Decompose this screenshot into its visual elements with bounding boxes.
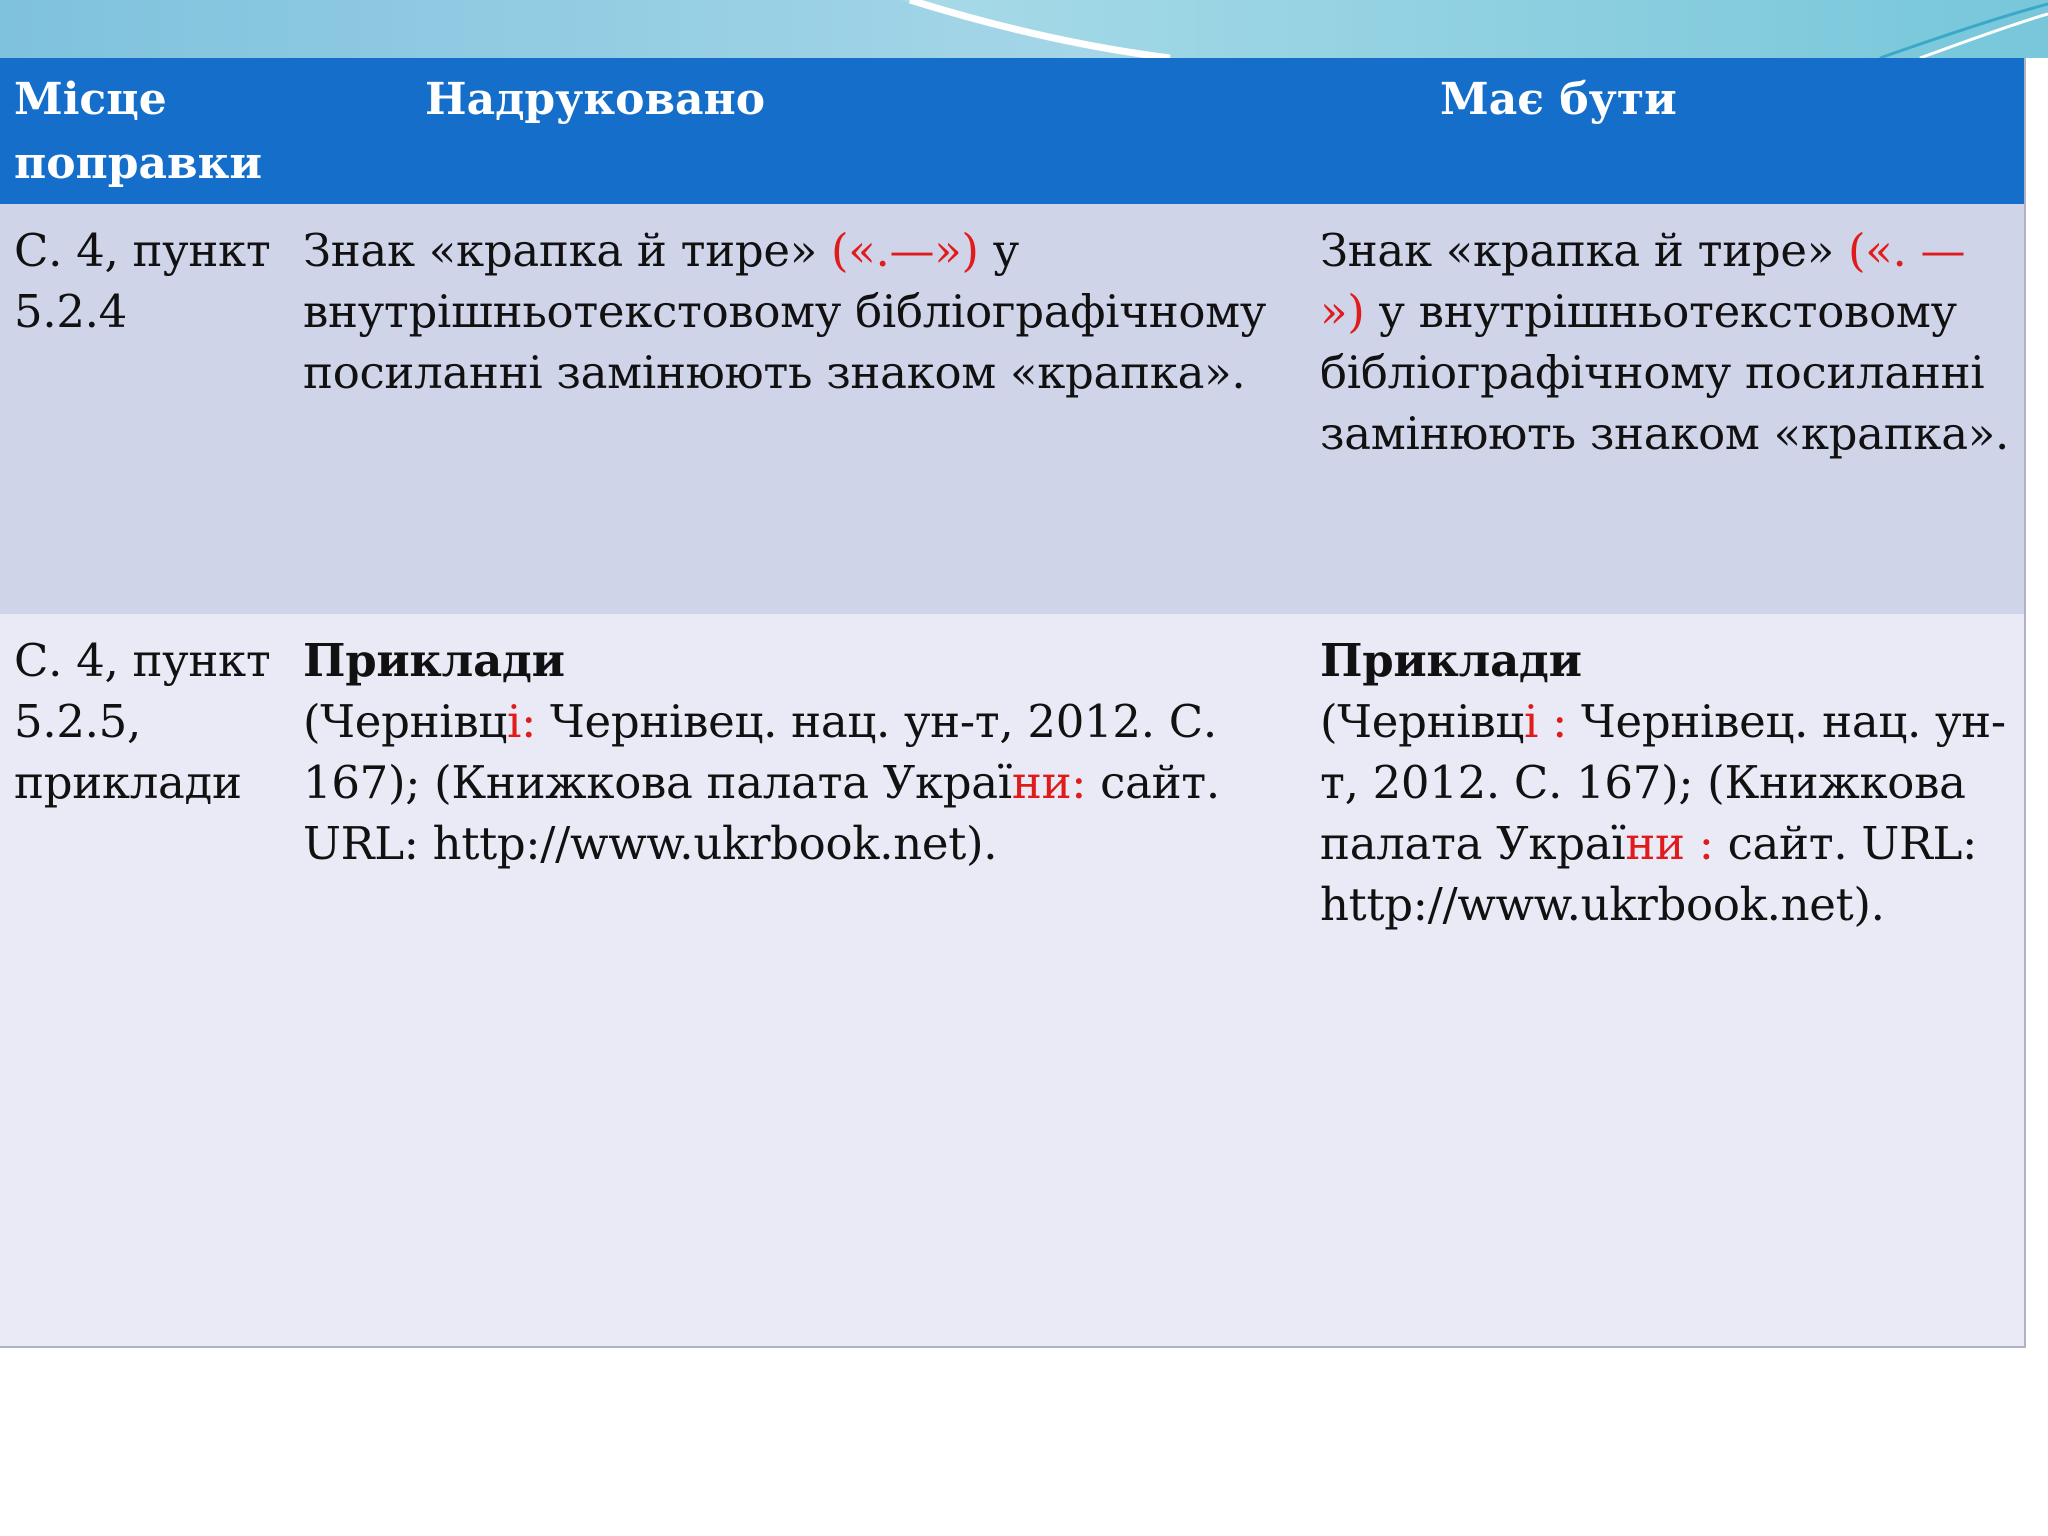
table-row: [0, 204, 2024, 614]
examples-title: Приклади: [303, 634, 565, 687]
correct-cell: [1320, 204, 2020, 464]
printed-highlight: («.—»): [831, 224, 979, 277]
printed-cell: [303, 614, 1303, 874]
printed-highlight: ни:: [1011, 756, 1087, 809]
correct-highlight: і :: [1524, 695, 1568, 748]
examples-title: Приклади: [1320, 634, 1582, 687]
printed-text: Чернівец. нац. ун-т, 2012. С. 167); (Книжкова палата Украї: [303, 695, 1217, 809]
table-row: [0, 614, 2024, 1346]
correct-text: Знак «крапка й тире»: [1320, 224, 1848, 277]
printed-text: (Чернівц: [303, 695, 508, 748]
correct-text: (Чернівц: [1320, 695, 1525, 748]
printed-cell: [303, 204, 1303, 403]
correct-highlight: ни :: [1625, 817, 1714, 870]
table-header-row: [0, 58, 2024, 204]
header-correct: Має бути: [1440, 74, 1677, 125]
printed-text: Знак «крапка й тире»: [303, 224, 831, 277]
header-printed: Надруковано: [425, 74, 766, 125]
correct-highlight: («. — »): [1320, 224, 1966, 338]
place-cell: С. 4, пункт 5.2.4: [14, 224, 271, 338]
correct-text: Чернівец. нац. ун-т, 2012. С. 167); (Книжкова палата Украї: [1320, 695, 2006, 870]
place-cell: С. 4, пункт 5.2.5, приклади: [14, 634, 271, 809]
printed-text: сайт. URL: http://www.ukrbook.net).: [303, 756, 1220, 870]
printed-highlight: і:: [507, 695, 537, 748]
correct-text: сайт. URL: http://www.ukrbook.net).: [1320, 817, 1977, 931]
header-place: Місце поправки: [14, 74, 263, 189]
correct-text: у внутрішньотекстовому бібліографічному посиланні замінюють знаком «крапка».: [1320, 285, 2009, 460]
correct-cell: [1320, 614, 2020, 935]
printed-text: у внутрішньотекстовому бібліографічному посиланні замінюють знаком «крапка».: [303, 224, 1267, 399]
errata-table: [0, 58, 2026, 1348]
